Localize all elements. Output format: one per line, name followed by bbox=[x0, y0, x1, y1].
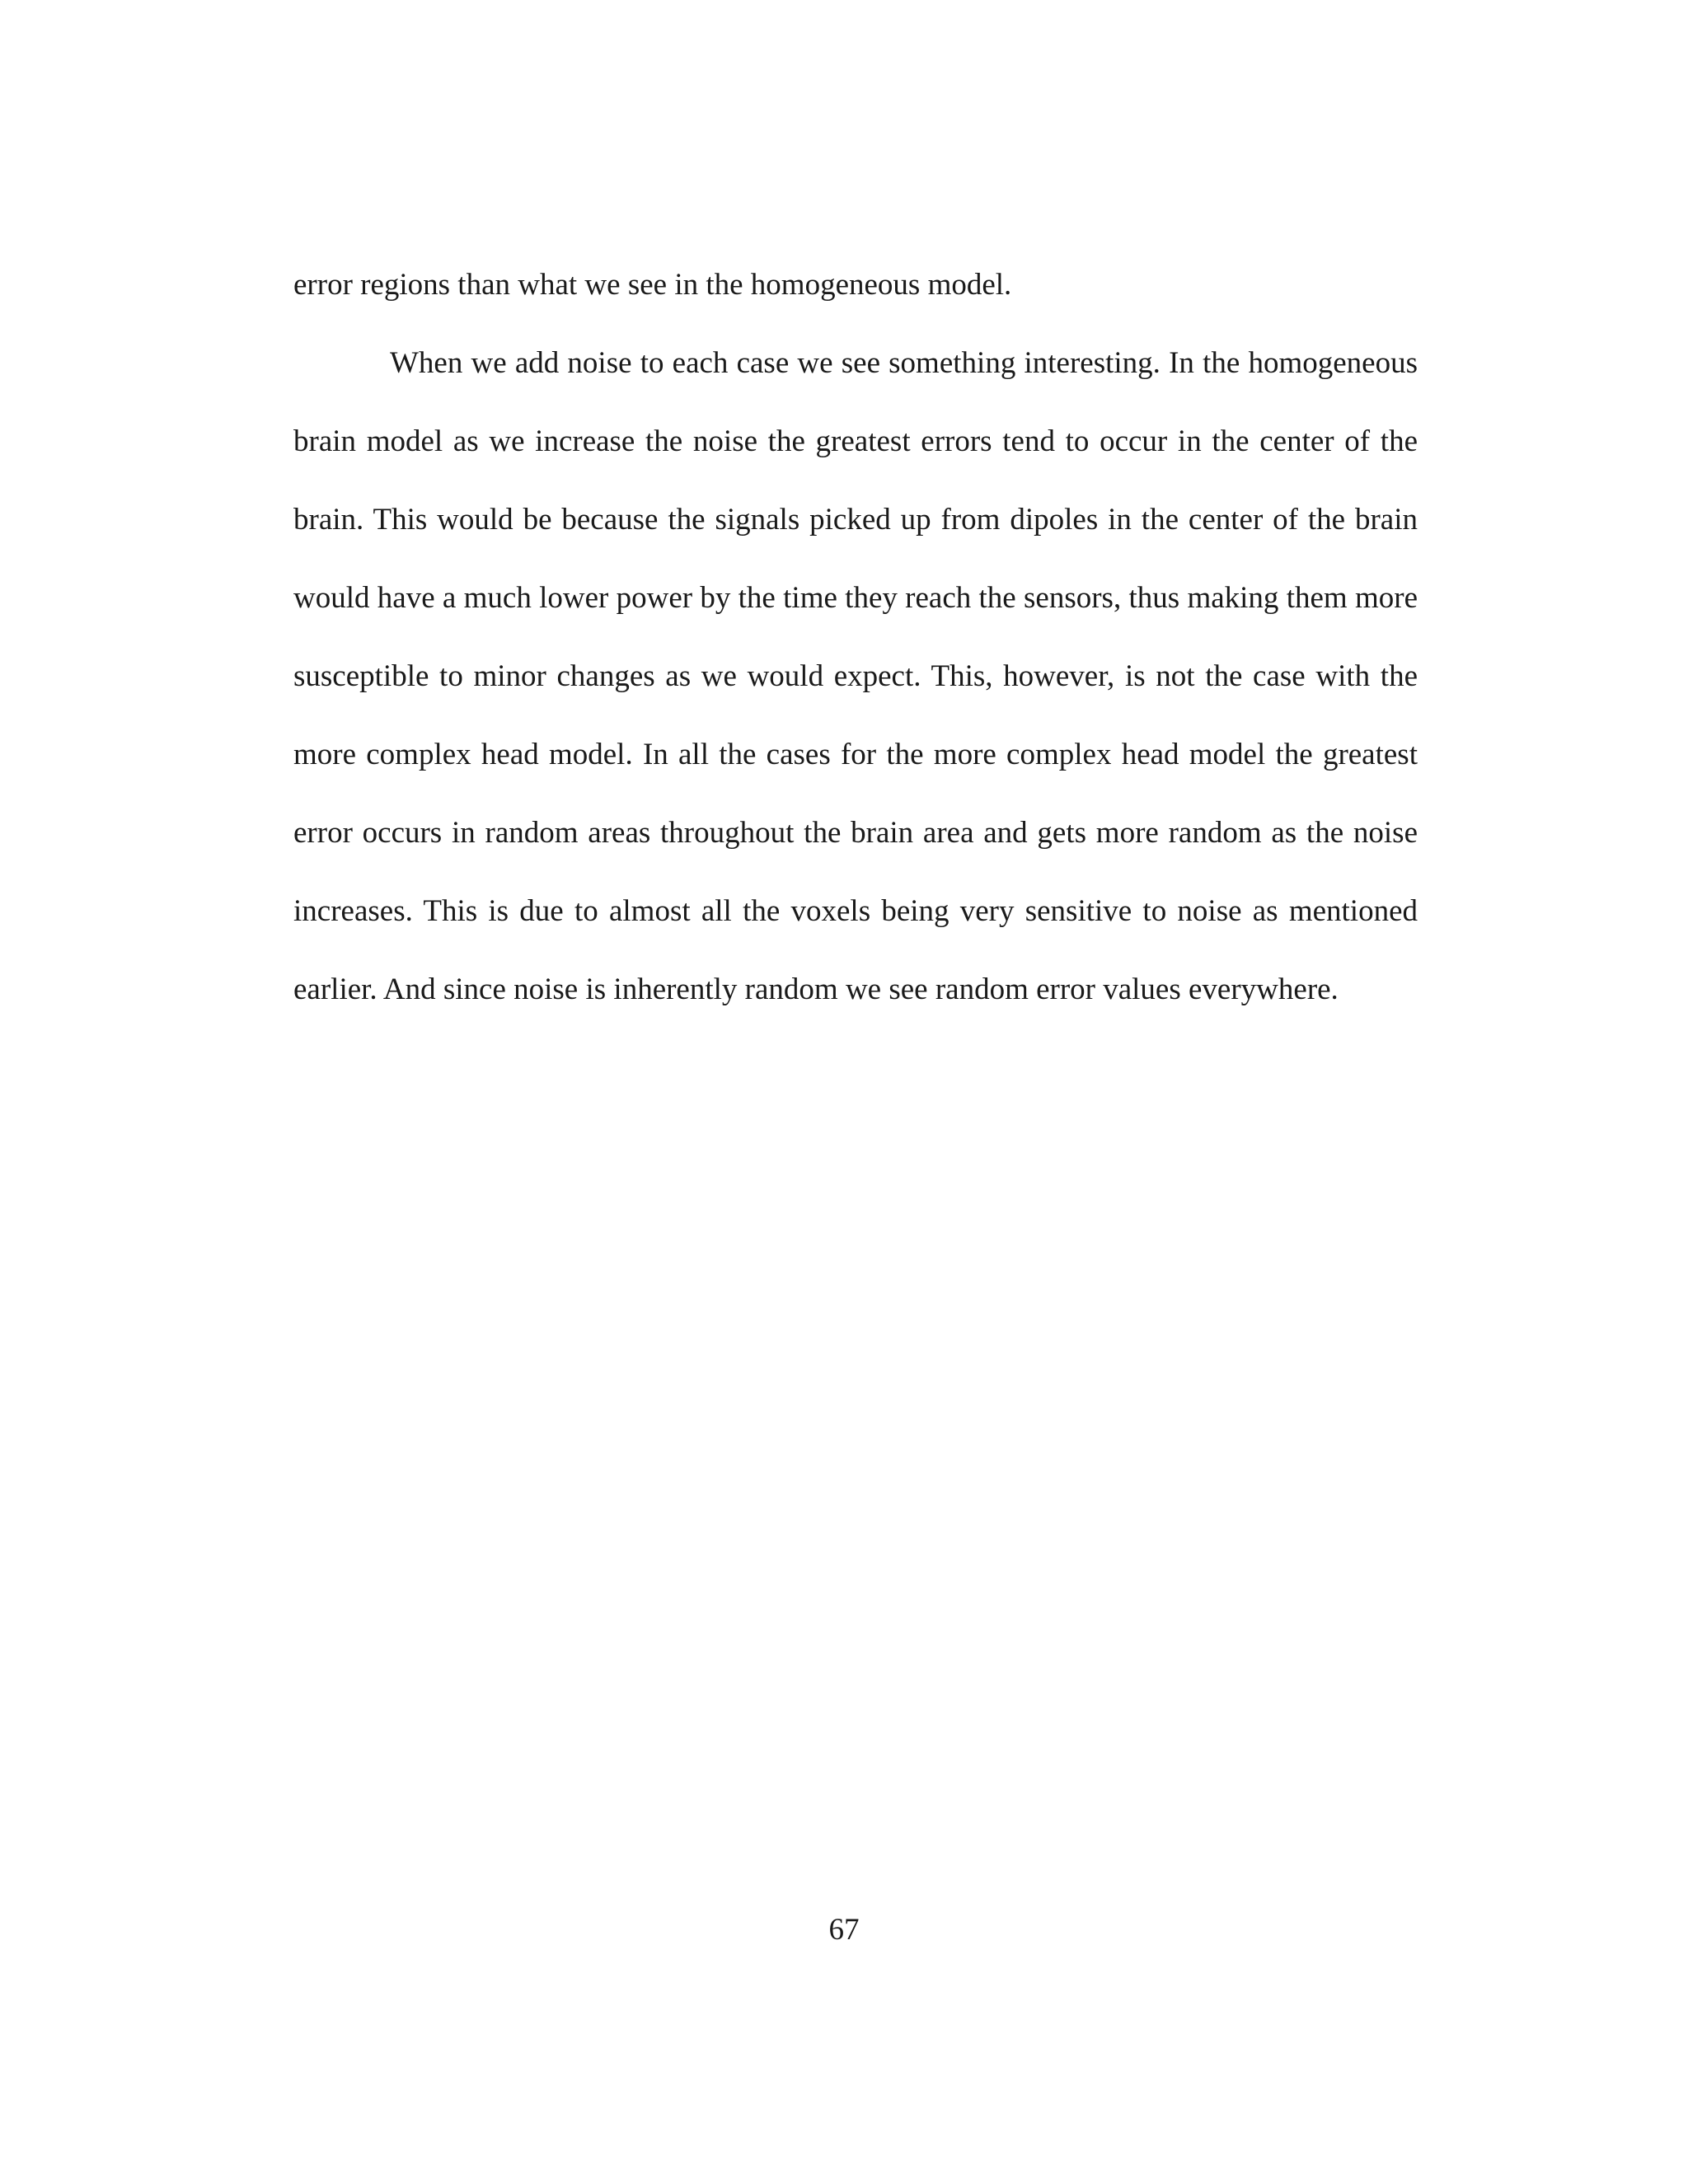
page-number: 67 bbox=[828, 1913, 860, 1947]
paragraph-noise-analysis: When we add noise to each case we see something interesting. In the homogeneous brain model as we increase the noise the greatest errors tend to occur in the center of the brain. This would be because the signals picked up from dipoles in the center of the brain would have a much lower power by the time they reach the sensors, thus making them more susceptible to minor changes as we would expect. This, however, is not the case with the more complex head model. In all the cases for the more complex head model the greatest error occurs in random areas throughout the brain area and gets more random as the noise increases. This is due to almost all the voxels being very sensitive to noise as mentioned earlier. And since noise is inherently random we see random error values everywhere. bbox=[293, 346, 1418, 1006]
body-text bbox=[293, 246, 1418, 1029]
paragraph-continuation: error regions than what we see in the homogeneous model. bbox=[293, 268, 1012, 302]
